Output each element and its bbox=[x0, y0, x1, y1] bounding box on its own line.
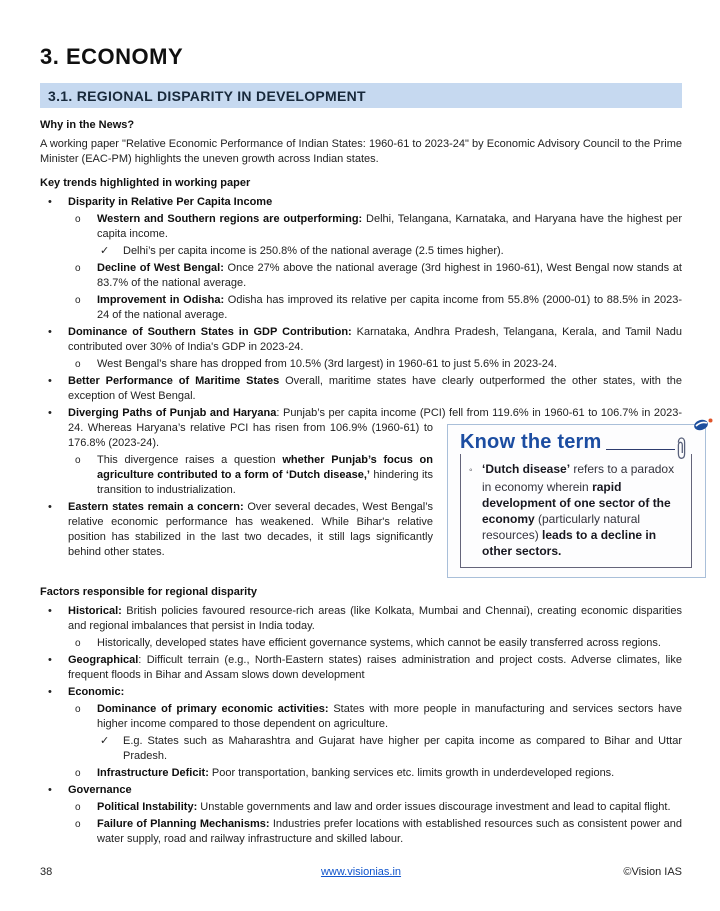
list-item-historical: • Historical: British policies favoured resource-rich areas (like Kolkata, Mumbai and Chennai), creating economic disparities and regional imbalances that persist in India today. bbox=[48, 605, 682, 632]
know-the-term-title: Know the term bbox=[460, 431, 602, 453]
list-item-primary-activities: o Dominance of primary economic activities: States with more people in manufacturing and services sectors have higher income compared to those dependent on agriculture. bbox=[75, 703, 682, 730]
know-the-term-content bbox=[460, 454, 692, 568]
page-number: 38 bbox=[40, 866, 53, 878]
page-footer bbox=[40, 866, 682, 878]
copyright-text: ©Vision IAS bbox=[623, 866, 682, 878]
know-the-term-header bbox=[460, 430, 694, 454]
website-link[interactable]: www.visionias.in bbox=[320, 866, 402, 878]
list-item-political-instability: o Political Instability: Unstable governments and law and order issues discourage investment and lead to capital flight. bbox=[75, 801, 671, 813]
circle-bullet-icon: o bbox=[75, 295, 81, 306]
circle-bullet-icon: o bbox=[75, 819, 81, 830]
circle-bullet-icon: o bbox=[75, 455, 81, 466]
list-item-delhi-pci: ✓ Delhi’s per capita income is 250.8% of the national average (2.5 times higher). bbox=[100, 245, 504, 257]
list-item-wb-share-drop: o West Bengal’s share has dropped from 10.5% (3rd largest) in 1960-61 to just 5.6% in 2023-24. bbox=[75, 358, 558, 370]
list-item-governance: • Governance bbox=[48, 784, 132, 796]
list-item-maharashtra-gujarat: ✓ E.g. States such as Maharashtra and Gujarat have higher per capita income as compared to Bihar and Uttar Pradesh. bbox=[100, 735, 682, 762]
circle-bullet-icon: o bbox=[75, 802, 81, 813]
circle-bullet-icon: o bbox=[75, 638, 81, 649]
bullet-icon: • bbox=[48, 407, 52, 419]
list-item-maritime-states: • Better Performance of Maritime States Overall, maritime states have clearly outperformed the other states, with the exception of West Bengal. bbox=[48, 375, 682, 402]
page-title: 3. ECONOMY bbox=[40, 44, 184, 69]
circle-bullet-icon: ◦ bbox=[469, 465, 473, 476]
circle-bullet-icon: o bbox=[75, 704, 81, 715]
section-heading: 3.1. REGIONAL DISPARITY IN DEVELOPMENT bbox=[40, 83, 682, 108]
check-bullet-icon: ✓ bbox=[100, 735, 110, 747]
key-trends-heading: Key trends highlighted in working paper bbox=[40, 177, 251, 189]
list-item-eastern-states: • Eastern states remain a concern: Over several decades, West Bengal’s relative economic performance has weakened. While Bihar's relative position has stabilized in the last two decades, it still lags significantly behind other states. bbox=[48, 501, 433, 558]
bullet-icon: • bbox=[48, 654, 52, 666]
circle-bullet-icon: o bbox=[75, 768, 81, 779]
bullet-icon: • bbox=[48, 375, 52, 387]
list-item-geographical: • Geographical: Difficult terrain (e.g., North-Eastern states) raises administration and project costs. Adverse climates, like frequent floods in Bihar and Assam slows down development bbox=[48, 654, 682, 681]
bullet-icon: • bbox=[48, 196, 52, 208]
why-in-news-paragraph: A working paper "Relative Economic Performance of Indian States: 1960-61 to 2023-24" by Economic Advisory Council to the Prime Minister (EAC-PM) highlights the uneven growth across Indian states. bbox=[40, 138, 682, 165]
list-item-improvement-odisha: o Improvement in Odisha: Odisha has improved its relative per capita income from 55.8% (2000-01) to 88.5% in 2023-24 of the national average. bbox=[75, 294, 682, 321]
circle-bullet-icon: o bbox=[75, 359, 81, 370]
list-item-western-southern: o Western and Southern regions are outperforming: Delhi, Telangana, Karnataka, and Haryana have the highest per capita income. bbox=[75, 213, 682, 240]
bullet-icon: • bbox=[48, 501, 52, 513]
circle-bullet-icon: o bbox=[75, 263, 81, 274]
know-the-term-box bbox=[447, 424, 706, 578]
why-in-news-heading: Why in the News? bbox=[40, 119, 135, 131]
bullet-icon: • bbox=[48, 605, 52, 617]
list-item-punjab-haryana: • Diverging Paths of Punjab and Haryana: Punjab’s per capita income (PCI) fell from 119.6% in 1960-61 to 106.7% in Know the term ◦ ‘Dutch disease’ refers to a paradox in economy wherein rapid development of one sector of the economy (particularly natural resources) leads to a decline in other sectors. 2023-24. Whereas Haryana’s relative PCI has risen from 106.9% (1960-61) to 176.8% (2023-24). bbox=[40, 406, 682, 451]
list-item-planning-mechanisms: o Failure of Planning Mechanisms: Industries prefer locations with established resources such as consistent power and water supply, road and railway infrastructure and skilled labour. bbox=[75, 818, 682, 845]
bullet-icon: • bbox=[48, 686, 52, 698]
list-item-southern-gdp: • Dominance of Southern States in GDP Contribution: Karnataka, Andhra Pradesh, Telangana, Kerala, and Tamil Nadu contributed over 30% of India's GDP in 2023-24. bbox=[48, 326, 682, 353]
list-item-governance-systems: o Historically, developed states have efficient governance systems, which cannot be easily transferred across regions. bbox=[75, 637, 661, 649]
pen-nib-icon bbox=[692, 417, 714, 437]
list-item-infrastructure-deficit: o Infrastructure Deficit: Poor transportation, banking services etc. limits growth in underdeveloped regions. bbox=[75, 767, 615, 779]
factors-heading: Factors responsible for regional disparity bbox=[40, 586, 257, 598]
list-item-decline-west-bengal: o Decline of West Bengal: Once 27% above the national average (3rd highest in 1960-61), West Bengal now stands at 83.7% of the national average. bbox=[75, 262, 682, 289]
bullet-icon: • bbox=[48, 326, 52, 338]
list-item-disparity-pci: • Disparity in Relative Per Capita Income bbox=[48, 196, 273, 208]
circle-bullet-icon: o bbox=[75, 214, 81, 225]
know-term-definition: ◦ ‘Dutch disease’ refers to a paradox in economy wherein rapid development of one sector of the economy (particularly natural resources) leads to a decline in other sectors. bbox=[469, 462, 675, 558]
list-item-dutch-disease-question: o This divergence raises a question whether Punjab’s focus on agriculture contributed to a form of ‘Dutch disease,’ hindering its transition to industrialization. bbox=[75, 454, 433, 496]
list-item-economic: • Economic: bbox=[48, 686, 125, 698]
paperclip-icon bbox=[675, 436, 688, 466]
check-bullet-icon: ✓ bbox=[100, 245, 110, 257]
divider bbox=[606, 449, 676, 450]
bullet-icon: • bbox=[48, 784, 52, 796]
